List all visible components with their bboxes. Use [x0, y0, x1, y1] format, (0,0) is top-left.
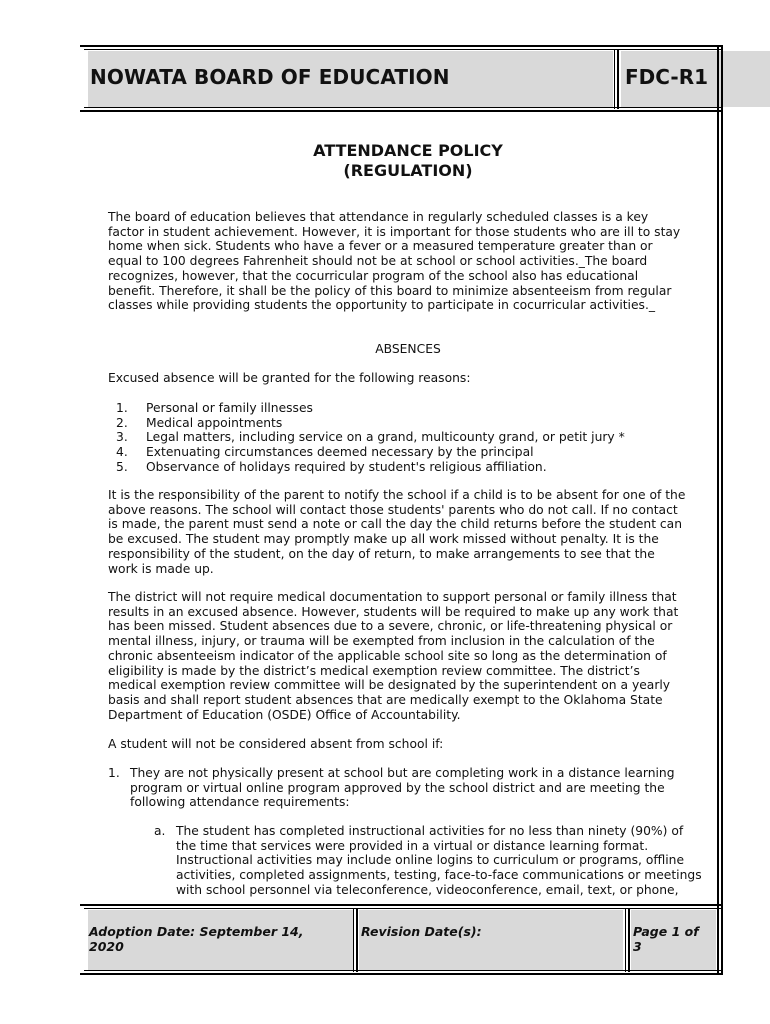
text-line: the time that services were provided in a virtual or distance learning format. [176, 838, 649, 853]
list-item [108, 401, 714, 416]
header-divider [614, 49, 615, 109]
document-title [200, 141, 616, 181]
intro-paragraph [108, 210, 714, 313]
text-line: mental illness, injury, or trauma will be exempted from inclusion in the calculation of the [108, 634, 655, 649]
not-absent-intro: A student will not be considered absent from school if: [108, 737, 444, 751]
sub-item-a [108, 824, 714, 898]
organization-name: NOWATA BOARD OF EDUCATION [90, 65, 450, 89]
list-text: Observance of holidays required by student's religious affiliation. [146, 459, 547, 474]
list-text: Personal or family illnesses [146, 401, 313, 415]
list-item [108, 445, 714, 460]
header-rule [84, 107, 723, 108]
text-line: home when sick. Students who have a fever or a measured temperature greater than or [108, 239, 653, 254]
adoption-date [89, 924, 303, 954]
list-text: Extenuating circumstances deemed necessary by the principal [146, 445, 534, 460]
text-line: The district will not require medical documentation to support personal or family illness that [108, 590, 677, 604]
title-line-2: (REGULATION) [343, 161, 473, 180]
list-number: 4. [116, 445, 128, 460]
text-line: responsibility of the student, on the day of return, to make arrangements to see that the [108, 546, 655, 561]
list-number: 1. [116, 401, 128, 415]
footer-rule [84, 970, 723, 971]
page-number-line-2: 3 [633, 939, 642, 954]
not-absent-item-1 [108, 766, 714, 810]
list-item [108, 460, 714, 475]
section-heading-absences: ABSENCES [375, 342, 441, 356]
text-line: has been missed. Student absences due to a severe, chronic, or life-threatening physical or [108, 619, 673, 634]
text-line: Instructional activities may include online logins to curriculum or programs, offline [176, 853, 685, 868]
text-line: factor in student achievement. However, it is important for those students who are ill to stay [108, 224, 681, 239]
list-number: 5. [116, 459, 128, 474]
list-item [154, 824, 714, 898]
text-line: medical exemption review committee will be designated by the superintendent on a yearly [108, 678, 671, 693]
text-line: equal to 100 degrees Fahrenheit should not be at school or school activities._The board [108, 254, 648, 269]
text-line: Department of Education (OSDE) Office of Accountability. [108, 707, 461, 722]
text-line: with school personnel via teleconference, videoconference, email, text, or phone, [176, 882, 679, 897]
text-line: above reasons. The school will contact those students' parents who do not call. If no contact [108, 502, 678, 517]
text-line: benefit. Therefore, it shall be the policy of this board to minimize absenteeism from regular [108, 283, 672, 298]
list-item [108, 416, 714, 431]
text-line: is made, the parent must send a note or call the day the child returns before the student can [108, 517, 683, 532]
page-border-right [721, 45, 723, 975]
text-line: classes while providing students the opportunity to participate in cocurricular activities._ [108, 298, 656, 313]
title-line-1: ATTENDANCE POLICY [313, 141, 503, 160]
list-text: Legal matters, including service on a grand, multicounty grand, or petit jury * [146, 430, 625, 445]
list-number: 2. [116, 415, 128, 430]
list-number: 1. [108, 766, 120, 780]
text-line: work is made up. [108, 561, 214, 576]
document-header [80, 45, 723, 110]
text-line: be excused. The student may promptly make up all work missed without penalty. It is the [108, 532, 659, 547]
list-text: Medical appointments [146, 415, 283, 430]
header-rule [84, 49, 723, 50]
text-line: program or virtual online program approved by the school district and are meeting the [130, 780, 665, 795]
footer-rule [80, 973, 723, 975]
text-line: chronic absenteeism indicator of the applicable school site so long as the determination of [108, 648, 667, 663]
page-border-right [717, 45, 719, 975]
text-line: basis and shall report student absences that are medically exempt to the Oklahoma State [108, 692, 663, 707]
footer-revision-cell [359, 910, 623, 970]
text-line: activities, completed assignments, testing, face-to-face communications or meetings [176, 868, 702, 883]
page-number-line-1: Page 1 of [633, 924, 699, 939]
footer-divider [356, 908, 358, 972]
header-rule [80, 45, 723, 47]
text-line: It is the responsibility of the parent to notify the school if a child is to be absent for one of the [108, 488, 686, 502]
header-divider [617, 49, 619, 109]
text-line: The student has completed instructional activities for no less than ninety (90%) of [176, 824, 684, 838]
text-line: recognizes, however, that the cocurricular program of the school also has educational [108, 268, 639, 283]
text-line: following attendance requirements: [130, 795, 350, 810]
text-line: results in an excused absence. However, students will be required to make up any work that [108, 604, 679, 619]
footer-divider [353, 908, 354, 972]
page-number [633, 924, 699, 954]
excused-reasons-list [108, 401, 714, 474]
footer-divider [625, 908, 626, 972]
list-item [108, 430, 714, 445]
text-line: The board of education believes that attendance in regularly scheduled classes is a key [108, 210, 649, 224]
adoption-date-label: Adoption Date: September 14, [89, 924, 304, 939]
policy-code: FDC-R1 [625, 65, 709, 89]
adoption-date-year: 2020 [89, 939, 124, 954]
responsibility-paragraph [108, 488, 714, 576]
list-number: 3. [116, 430, 128, 445]
footer-divider [628, 908, 630, 972]
list-item [108, 766, 714, 810]
text-line: eligibility is made by the district’s medical exemption review committee. The district’s [108, 663, 640, 678]
list-letter: a. [154, 824, 166, 838]
excused-intro: Excused absence will be granted for the following reasons: [108, 371, 471, 385]
medical-paragraph [108, 590, 714, 722]
document-footer [80, 904, 723, 976]
footer-rule [80, 904, 723, 906]
text-line: They are not physically present at school but are completing work in a distance learning [130, 766, 675, 780]
revision-dates: Revision Date(s): [361, 924, 482, 939]
header-rule [80, 110, 723, 112]
